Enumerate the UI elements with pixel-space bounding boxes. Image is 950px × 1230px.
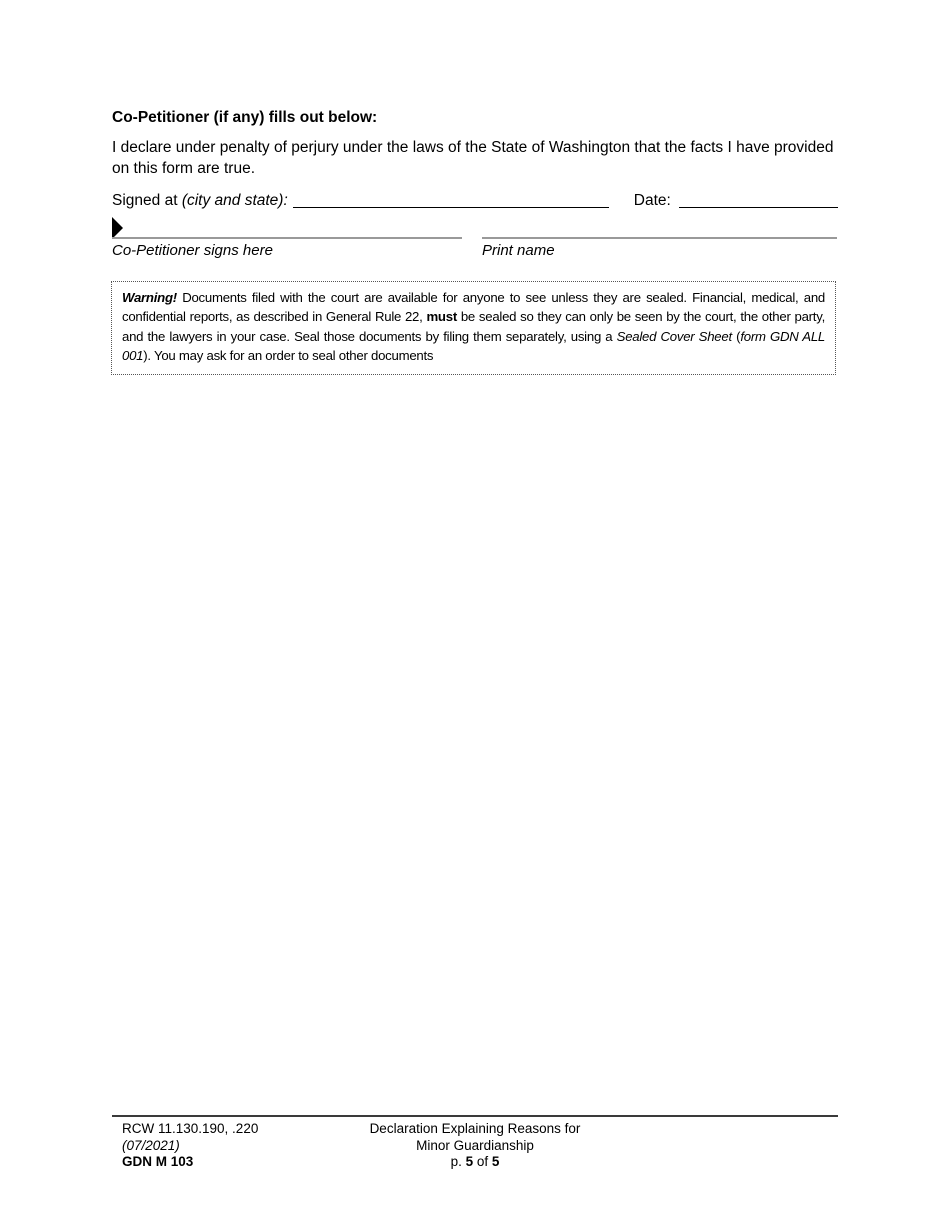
footer-revision-date: (07/2021) xyxy=(122,1137,180,1153)
warning-must-emphasis: must xyxy=(426,309,457,325)
footer-form-title-line2: Minor Guardianship xyxy=(416,1137,534,1153)
warning-text-segment: Documents filed with the court are available for anyone to see unless they are sealed. Financial, medical, and confidential reports, as described in General Rule 22, xyxy=(122,290,825,325)
page-of: of xyxy=(473,1154,492,1169)
signed-at-row xyxy=(112,186,838,210)
form-gdn-all-001-reference: form GDN ALL 001 xyxy=(122,328,826,364)
print-name-label: Print name xyxy=(482,242,555,259)
date-label: Date: xyxy=(633,192,671,209)
sealed-cover-sheet-reference: Sealed Cover Sheet xyxy=(616,328,732,344)
page-prefix: p. xyxy=(450,1154,466,1169)
warning-text-segment: be sealed so they can only be seen by the court, the other party, and the lawyers in your case. Seal those documents by filing them separately, using a xyxy=(122,309,825,344)
warning-text-segment: ( xyxy=(731,328,741,344)
footer-divider xyxy=(112,1115,838,1117)
page-current: 5 xyxy=(465,1154,474,1169)
footer-page-number xyxy=(0,1154,950,1171)
footer-form-number: GDN M 103 xyxy=(122,1154,194,1169)
footer-rcw-citation: RCW 11.130.190, .220 xyxy=(122,1121,259,1136)
city-and-state-label: (city and state): xyxy=(181,192,288,209)
signed-at-input-line[interactable] xyxy=(293,189,609,208)
co-petitioner-signature-line[interactable] xyxy=(112,237,462,239)
footer-form-title-line1: Declaration Explaining Reasons for xyxy=(369,1121,581,1136)
footer-center-block xyxy=(0,1121,950,1171)
signed-at-text: Signed at xyxy=(112,192,178,209)
print-name-line[interactable] xyxy=(482,237,837,239)
signed-at-label xyxy=(112,192,288,210)
perjury-declaration-text: I declare under penalty of perjury under the laws of the State of Washington that the facts I have provided on this form are true. xyxy=(112,139,834,177)
warning-title: Warning! xyxy=(122,290,177,305)
warning-box xyxy=(111,281,836,375)
co-petitioner-heading: Co-Petitioner (if any) fills out below: xyxy=(112,109,378,126)
date-input-line[interactable] xyxy=(679,189,838,208)
co-petitioner-signs-here-label: Co-Petitioner signs here xyxy=(112,242,273,259)
sign-here-pointer-icon xyxy=(112,217,123,239)
page-total: 5 xyxy=(491,1154,500,1169)
warning-text-segment: ). You may ask for an order to seal other documents xyxy=(143,348,434,364)
